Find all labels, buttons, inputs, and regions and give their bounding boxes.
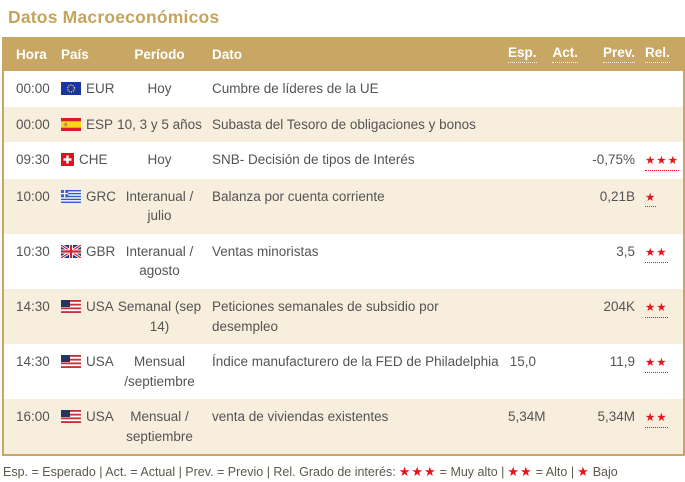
flag-usa-icon: [61, 300, 81, 313]
flag-usa-icon: [61, 355, 81, 368]
relevance-cell: [641, 179, 684, 234]
event-cell: Balanza por cuenta corriente: [212, 188, 385, 204]
period-cell: Hoy: [147, 81, 172, 96]
time-cell: 00:00: [16, 116, 50, 132]
period-cell: Interanual / agosto: [125, 243, 194, 279]
country-code: USA: [86, 354, 114, 370]
event-cell: Ventas minoristas: [212, 243, 319, 259]
table-row: [3, 344, 684, 399]
country-cell: [53, 107, 114, 143]
actual-cell: [542, 142, 584, 179]
relevance-cell: [641, 344, 684, 399]
legend-label-low: Bajo: [592, 465, 618, 480]
header-previo[interactable]: Prev.: [584, 37, 641, 71]
page-title: Datos Macroeconómicos: [8, 7, 220, 27]
flag-gbr-icon: [61, 245, 81, 258]
expected-cell: [504, 289, 542, 344]
event-cell: venta de viviendas existentes: [212, 409, 389, 425]
country-code: GRC: [86, 188, 116, 204]
actual-cell: [542, 399, 584, 455]
expected-cell: 15,0: [509, 354, 536, 370]
time-cell: 10:00: [16, 188, 50, 204]
previous-cell: 3,5: [616, 243, 635, 259]
previous-cell: 204K: [603, 299, 635, 315]
actual-cell: [542, 179, 584, 234]
legend-label-mid: = Alto |: [535, 465, 575, 480]
country-code: GBR: [86, 243, 116, 259]
actual-cell: [542, 107, 584, 143]
actual-cell: [542, 71, 584, 107]
flag-usa-icon: [61, 410, 81, 423]
actual-cell: [542, 289, 584, 344]
expected-cell: [504, 179, 542, 234]
header-pais: País: [53, 37, 111, 71]
event-cell: Subasta del Tesoro de obligaciones y bonos: [212, 116, 476, 132]
event-cell: Peticiones semanales de subsidio por desempleo: [212, 299, 439, 334]
legend-stars-high: ★★★: [398, 464, 437, 480]
table-row: [3, 399, 684, 455]
previous-cell: [584, 107, 641, 143]
country-cell: [53, 399, 114, 455]
relevance-cell: [641, 399, 684, 455]
relevance-cell: [641, 71, 684, 107]
relevance-stars[interactable]: ★★: [645, 302, 668, 318]
country-cell: [53, 71, 115, 107]
table-row: [3, 107, 684, 143]
expected-cell: 5,34M: [508, 409, 546, 425]
relevance-stars[interactable]: ★★: [645, 357, 668, 373]
previous-cell: 11,9: [609, 354, 635, 370]
period-cell: Interanual / julio: [125, 188, 194, 224]
period-cell: 10, 3 y 5 años: [117, 116, 202, 132]
actual-cell: [542, 234, 584, 289]
legend-stars-low: ★: [577, 464, 590, 480]
country-cell: [53, 344, 114, 399]
country-code: CHE: [79, 152, 108, 168]
country-code: USA: [86, 299, 114, 315]
actual-cell: [542, 344, 584, 399]
country-code: ESP: [86, 116, 114, 132]
relevance-cell: [641, 234, 684, 289]
event-cell: Índice manufacturero de la FED de Philadelphia: [212, 354, 499, 370]
country-cell: [53, 142, 111, 179]
country-cell: [53, 234, 116, 289]
previous-cell: 5,34M: [597, 409, 635, 425]
table-row: [3, 234, 684, 289]
expected-cell: [504, 71, 542, 107]
country-cell: [53, 179, 116, 234]
legend-label-high: = Muy alto |: [439, 465, 505, 480]
header-esperado[interactable]: Esp.: [504, 37, 542, 71]
header-periodo: Período: [111, 37, 208, 71]
country-code: EUR: [86, 81, 115, 96]
previous-cell: -0,75%: [592, 152, 635, 168]
header-actual[interactable]: Act.: [542, 37, 584, 71]
time-cell: 00:00: [16, 81, 50, 96]
previous-cell: 0,21B: [599, 188, 635, 204]
legend-abbreviations: Esp. = Esperado | Act. = Actual | Prev. = Previo | Rel. Grado de interés:: [3, 465, 396, 480]
legend-stars-mid: ★★: [507, 464, 533, 480]
event-cell: Cumbre de líderes de la UE: [212, 81, 379, 96]
relevance-cell: [641, 107, 684, 143]
table-row: [3, 179, 684, 234]
period-cell: Mensual /septiembre: [124, 354, 195, 389]
table-header-row: [3, 37, 684, 71]
legend: [3, 463, 685, 482]
time-cell: 09:30: [16, 152, 50, 168]
expected-cell: [504, 107, 542, 143]
period-cell: Hoy: [147, 152, 172, 168]
time-cell: 10:30: [16, 243, 50, 259]
header-hora: Hora: [3, 37, 53, 71]
country-cell: [53, 289, 114, 344]
relevance-stars[interactable]: ★★★: [645, 155, 679, 171]
header-relevancia[interactable]: Rel.: [641, 37, 684, 71]
relevance-cell: [641, 142, 684, 179]
time-cell: 14:30: [16, 354, 50, 370]
country-code: USA: [86, 409, 114, 425]
expected-cell: [504, 142, 542, 179]
period-cell: Mensual / septiembre: [126, 409, 193, 444]
relevance-stars[interactable]: ★: [645, 192, 656, 208]
flag-eur-icon: [61, 82, 81, 95]
period-cell: Semanal (sep 14): [117, 299, 202, 334]
previous-cell: [584, 71, 641, 107]
relevance-stars[interactable]: ★★: [645, 247, 668, 263]
relevance-cell: [641, 289, 684, 344]
table-row: [3, 142, 684, 179]
flag-esp-icon: [61, 118, 81, 131]
header-dato: Dato: [208, 37, 504, 71]
expected-cell: [504, 234, 542, 289]
table-row: [3, 289, 684, 344]
macro-data-table: [2, 37, 685, 456]
event-cell: SNB- Decisión de tipos de Interés: [212, 152, 415, 168]
relevance-stars[interactable]: ★★: [645, 412, 668, 428]
flag-che-icon: [61, 153, 74, 166]
table-row: [3, 71, 684, 107]
time-cell: 16:00: [16, 409, 50, 425]
time-cell: 14:30: [16, 299, 50, 315]
flag-grc-icon: [61, 190, 81, 203]
